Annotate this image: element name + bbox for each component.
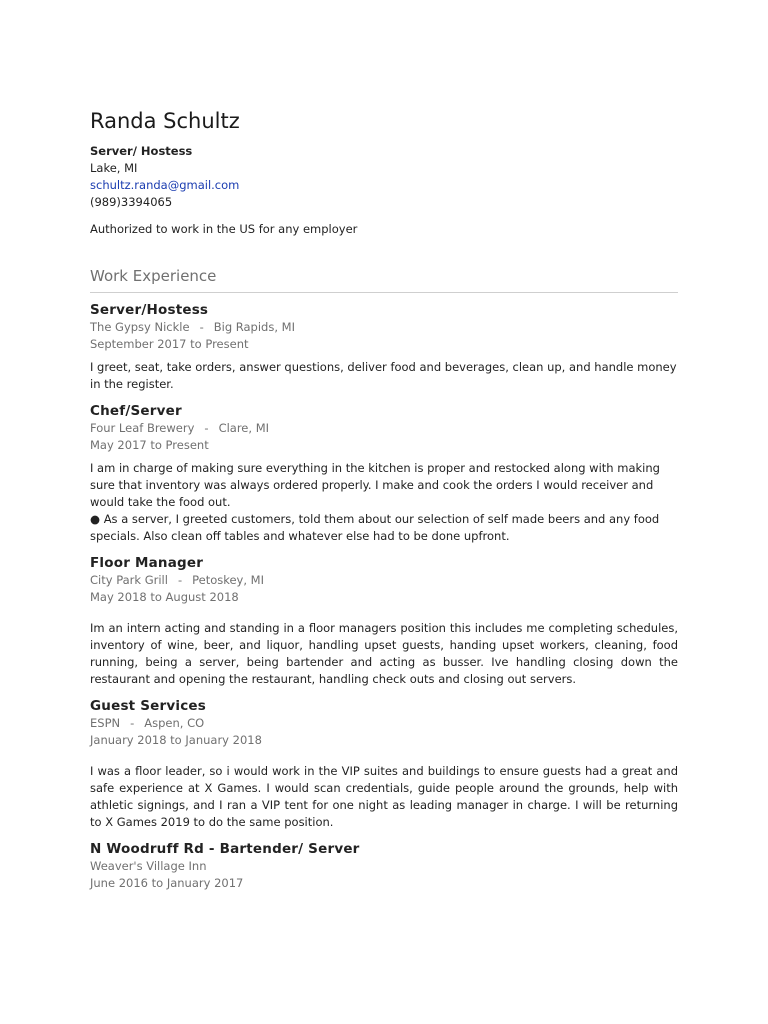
job-company-line	[90, 572, 678, 589]
job-location: Big Rapids, MI	[213, 320, 295, 334]
candidate-location: Lake, MI	[90, 161, 138, 175]
job-title: Floor Manager	[90, 555, 204, 571]
job-entry	[90, 555, 678, 688]
candidate-email-line	[90, 177, 678, 194]
job-company: ESPN	[90, 716, 121, 730]
job-dates: May 2018 to August 2018	[90, 590, 239, 604]
resume-page	[90, 108, 678, 892]
job-meta-separator: -	[199, 320, 204, 334]
job-location: Petoskey, MI	[192, 573, 264, 587]
job-company: The Gypsy Nickle	[90, 320, 190, 334]
job-location: Clare, MI	[218, 421, 270, 435]
candidate-email-link[interactable]: schultz.randa@gmail.com	[90, 178, 240, 192]
job-company: City Park Grill	[90, 573, 168, 587]
candidate-phone: (989)3394065	[90, 195, 173, 209]
candidate-headline: Server/ Hostess	[90, 144, 193, 158]
job-location: Aspen, CO	[144, 716, 205, 730]
job-entry	[90, 403, 678, 545]
work-authorization: Authorized to work in the US for any employer	[90, 222, 358, 236]
job-entry	[90, 302, 678, 393]
job-company-line	[90, 420, 678, 437]
job-meta-separator: -	[204, 421, 209, 435]
work-experience-heading: Work Experience	[90, 266, 678, 293]
job-company-line	[90, 715, 678, 732]
job-company-line	[90, 319, 678, 336]
job-entry	[90, 698, 678, 831]
job-description: I greet, seat, take orders, answer questions, deliver food and beverages, clean up, and handle money in the register.	[90, 360, 677, 391]
job-title: Server/Hostess	[90, 302, 209, 318]
job-dates: January 2018 to January 2018	[90, 733, 262, 747]
job-title: Chef/Server	[90, 403, 182, 419]
job-dates: September 2017 to Present	[90, 337, 249, 351]
job-meta-separator: -	[130, 716, 135, 730]
job-description: I was a floor leader, so i would work in the VIP suites and buildings to ensure guests had a great and safe experience at X Games. I would scan credentials, guide people around the grounds, help with athletic signings, and I ran a VIP tent for one night as leading manager in charge. I will be returning to X Games 2019 to do the same position.	[90, 764, 678, 829]
candidate-name: Randa Schultz	[90, 109, 240, 133]
job-dates: June 2016 to January 2017	[90, 876, 244, 890]
job-description: Im an intern acting and standing in a floor managers position this includes me completing schedules, inventory of wine, beer, and liquor, handling upset guests, handing upset workers, cleaning, food running, being a server, being bartender and acting as busser. Ive handling closing down the restaurant and opening the restaurant, handling check outs and closing out servers.	[90, 621, 678, 686]
job-title: Guest Services	[90, 698, 206, 714]
job-company: Four Leaf Brewery	[90, 421, 195, 435]
job-dates: May 2017 to Present	[90, 438, 209, 452]
job-title: N Woodruff Rd - Bartender/ Server	[90, 841, 360, 857]
job-description: I am in charge of making sure everything in the kitchen is proper and restocked along with making sure that inventory was always ordered properly. I make and cook the orders I would receiver and would take the food out. ● As a server, I greeted customers, told them about our selection of self made beers and any food specials. Also clean off tables and whatever else had to be done upfront.	[90, 461, 660, 543]
job-company: Weaver's Village Inn	[90, 859, 207, 873]
job-entry	[90, 841, 678, 892]
job-meta-separator: -	[177, 573, 183, 587]
